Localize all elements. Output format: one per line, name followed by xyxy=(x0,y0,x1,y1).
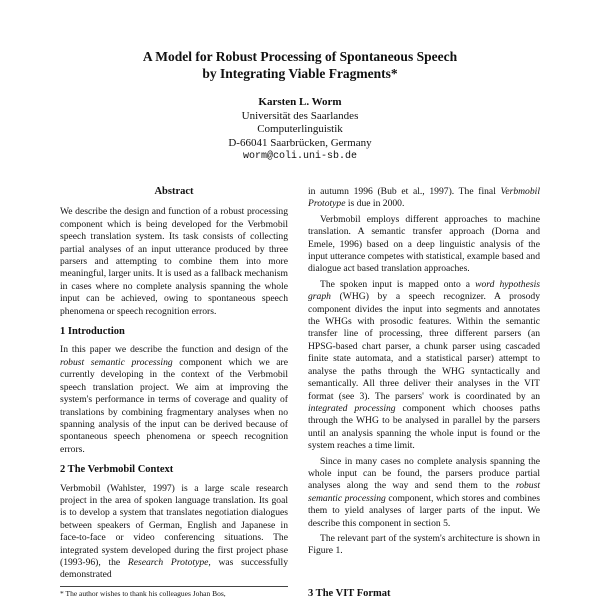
paper-title xyxy=(0,48,600,82)
title-line-1: A Model for Robust Processing of Spontaneous Speech xyxy=(142,49,458,64)
author-block xyxy=(0,96,600,164)
section-2-paragraph: Verbmobil (Wahlster, 1997) is a large scale research project in the area of spoken language translation. Its goal is to develop a system that translates negotiation dialogues between speakers of German, English and Japanese in face-to-face or video conferencing situations. The integrated system developed during the first project phase (1993-96), the Research Prototype, was successfully demonstrated xyxy=(60,482,288,581)
author-address: D-66041 Saarbrücken, Germany xyxy=(228,136,372,149)
title-line-2: by Integrating Viable Fragments* xyxy=(202,66,398,81)
right-paragraph-2: The spoken input is mapped onto a word hypothesis graph (WHG) by a speech recognizer. A prosody component divides the input into segments and annotates the WHGs with prosodic features. Within the semantic transfer line of processing, three different parsers (an HPSG-based chart parser, a chunk parser using cascaded finite state automata, and a statistical parser) attempt to analyse the paths through the WHG syntactically and semantically. All three deliver their analyses in the VIT format (see 3). The parsers' work is coordinated by an integrated processing component which chooses paths through the WHG to be analysed in parallel by the parsers until an analysis spanning the whole input is found or the system reaches a time limit. xyxy=(308,278,540,452)
right-paragraph-1: Verbmobil employs different approaches to machine translation. A semantic transfer approach (Dorna and Emele, 1996) based on a deep linguistic analysis of the input utterance competes with statistical, example based and dialogue act based translation approaches. xyxy=(308,213,540,275)
section-1-heading: 1 Introduction xyxy=(60,326,125,338)
right-paragraph-4: The relevant part of the system's architecture is shown in Figure 1. xyxy=(308,532,540,557)
author-affiliation-1: Universität des Saarlandes xyxy=(241,109,359,122)
right-paragraph-3: Since in many cases no complete analysis spanning the whole input can be found, the parsers produce partial analyses along the way and send them to the robust semantic processing component, which stores and combines them to yield analyses of larger parts of the input. We describe this component in section 5. xyxy=(308,455,541,529)
author-affiliation-2: Computerlinguistik xyxy=(257,123,343,135)
author-name: Karsten L. Worm xyxy=(258,96,342,108)
section-2-heading: 2 The Verbmobil Context xyxy=(60,464,174,476)
right-column xyxy=(308,186,540,561)
author-email[interactable]: worm@coli.uni-sb.de xyxy=(242,151,358,162)
abstract-heading: Abstract xyxy=(154,186,194,197)
abstract-text: We describe the design and function of a robust processing component which is being developed for the Verbmobil speech translation system. Its task consists of collecting partial analyses of an input utterance produced by three parsers and attempting to combine them into more meaningful, larger units. It is used as a fallback mechanism in cases where no complete analysis spanning the whole input can be achieved, owing to spontaneous speech phenomena or speech recognition errors. xyxy=(60,206,288,317)
right-paragraph-0: in autumn 1996 (Bub et al., 1997). The final Verbmobil Prototype is due in 2000. xyxy=(308,186,540,210)
footnote: * The author wishes to thank his colleagues Johan Bos, xyxy=(60,586,288,598)
left-column xyxy=(60,186,288,585)
section-1-paragraph: In this paper we describe the function and design of the robust semantic processing component which we are currently developing in the context of the Verbmobil speech translation project. We aim at improving the system's performance in terms of coverage and quality of translations by combining fragmentary analyses when no spanning analysis of the input can be derived because of spontaneous speech phenomena or speech recognition errors. xyxy=(60,344,288,455)
section-3-heading: 3 The VIT Format xyxy=(308,588,391,599)
